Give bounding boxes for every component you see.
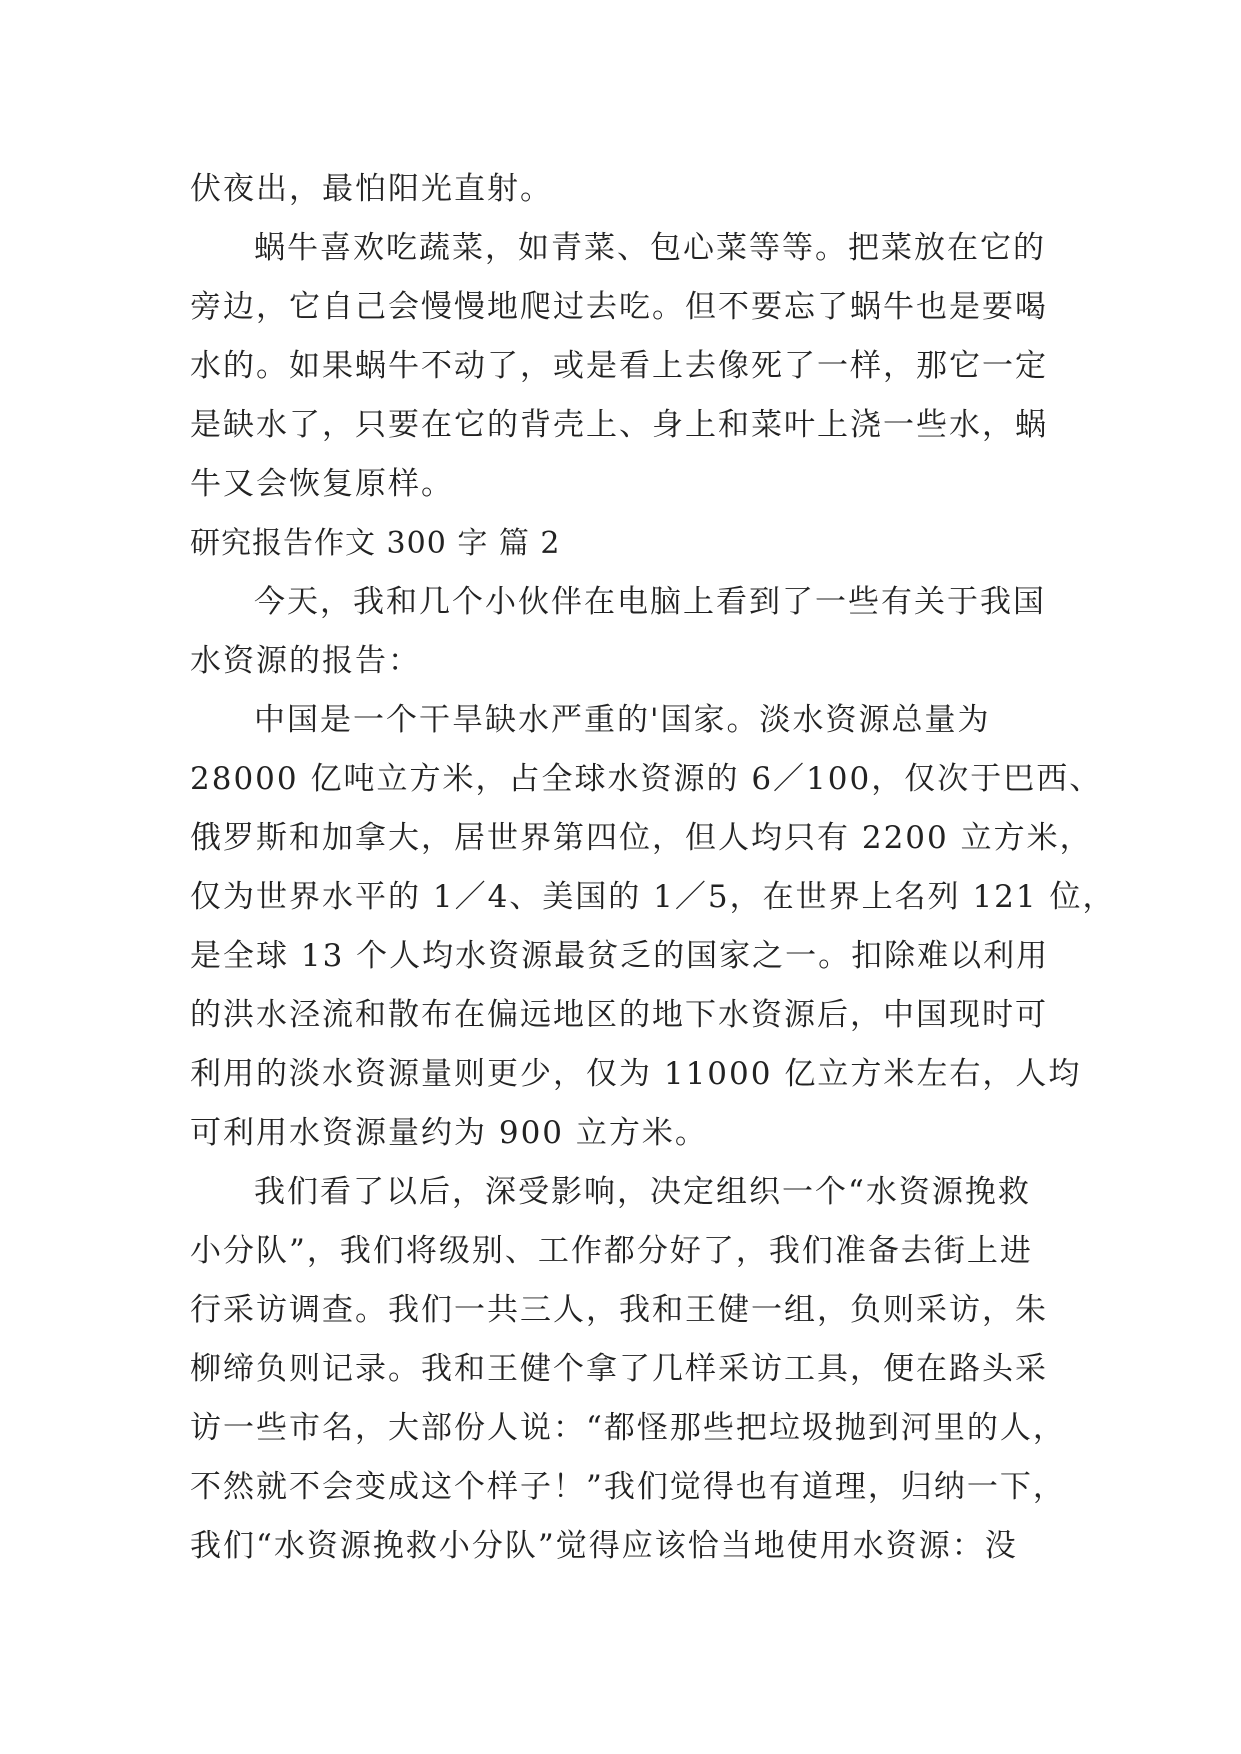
text-line: 伏夜出，最怕阳光直射。 [190,171,553,207]
text-line: 28000 亿吨立方米，占全球水资源的 6／100，仅次于巴西、 [190,761,1103,797]
text-column [190,160,1116,1576]
text-line: 蜗牛喜欢吃蔬菜，如青菜、包心菜等等。把菜放在它的 [254,230,1046,266]
text-line: 柳缔负则记录。我和王健个拿了几样采访工具，便在路头采 [190,1351,1048,1387]
text-line: 牛又会恢复原样。 [190,466,454,502]
paragraph-continuation [190,160,1070,219]
text-line: 是缺水了，只要在它的背壳上、身上和菜叶上浇一些水，蜗 [190,407,1048,443]
text-line: 利用的淡水资源量则更少，仅为 11000 亿立方米左右，人均 [190,1056,1082,1092]
text-line: 水的。如果蜗牛不动了，或是看上去像死了一样，那它一定 [190,348,1048,384]
text-line: 我们“水资源挽救小分队”觉得应该恰当地使用水资源：没 [190,1528,1018,1564]
section-heading: 研究报告作文 300 字 篇 2 [190,526,561,561]
text-line: 不然就不会变成这个样子！”我们觉得也有道理，归纳一下， [190,1469,1066,1505]
text-line: 今天，我和几个小伙伴在电脑上看到了一些有关于我国 [254,584,1046,620]
paragraph-rescue-team [190,1163,1070,1576]
paragraph-snail-food [190,219,1070,514]
paragraph-water-report [190,691,1116,1163]
text-line: 旁边，它自己会慢慢地爬过去吃。但不要忘了蜗牛也是要喝 [190,289,1048,325]
text-line: 可利用水资源量约为 900 立方米。 [190,1115,708,1151]
text-line: 我们看了以后，深受影响，决定组织一个“水资源挽救 [254,1174,1031,1210]
text-line: 访一些市名，大部份人说：“都怪那些把垃圾抛到河里的人， [190,1410,1066,1446]
text-line: 是全球 13 个人均水资源最贫乏的国家之一。扣除难以利用 [190,938,1050,974]
text-line: 小分队”，我们将级别、工作都分好了，我们准备去街上进 [190,1233,1033,1269]
text-line: 行采访调查。我们一共三人，我和王健一组，负则采访，朱 [190,1292,1048,1328]
text-line: 俄罗斯和加拿大，居世界第四位，但人均只有 2200 立方米， [190,820,1093,856]
text-line: 水资源的报告： [190,643,421,679]
text-line: 的洪水泾流和散布在偏远地区的地下水资源后，中国现时可 [190,997,1048,1033]
text-line: 中国是一个干旱缺水严重的'国家。淡水资源总量为 [254,702,991,738]
text-line: 仅为世界水平的 1／4、美国的 1／5，在世界上名列 121 位， [190,879,1116,915]
paragraph-intro [190,573,1070,691]
